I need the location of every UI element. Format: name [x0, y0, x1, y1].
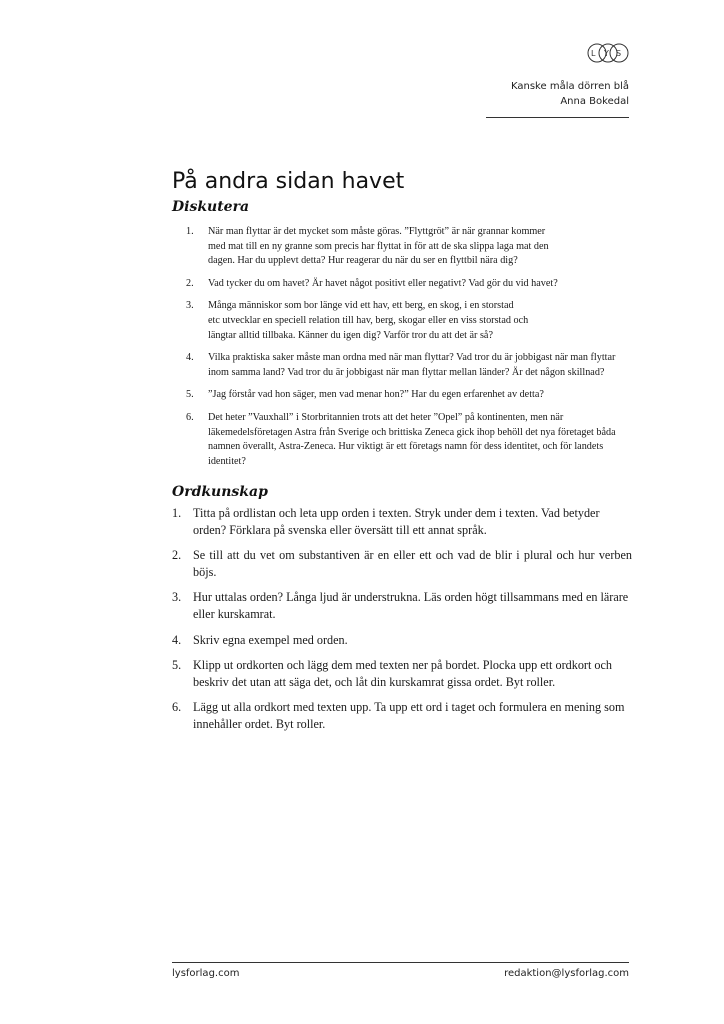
footer-divider — [172, 962, 629, 963]
lys-logo — [586, 42, 636, 64]
diskutera-question-text — [208, 299, 628, 343]
diskutera-question — [188, 277, 628, 292]
diskutera-question-text — [208, 225, 628, 269]
diskutera-question-line: med mat till en ny granne som precis har flyttat in för att de ska slippa laga mat den — [208, 240, 549, 252]
diskutera-question-text — [208, 277, 628, 292]
diskutera-question-number: 3. — [186, 300, 194, 312]
footer-email: redaktion@lysforlag.com — [504, 968, 629, 979]
diskutera-question-line: Många människor som bor länge vid ett hav, ett berg, en skog, i en storstad — [208, 300, 514, 312]
footer-website: lysforlag.com — [172, 968, 240, 979]
logo-letter-s: S — [616, 49, 622, 58]
diskutera-question — [188, 411, 628, 469]
diskutera-heading: Diskutera — [172, 199, 250, 215]
diskutera-question-number: 5. — [186, 389, 194, 401]
ordkunskap-task-text — [193, 547, 632, 580]
ordkunskap-heading: Ordkunskap — [172, 484, 268, 500]
ordkunskap-task-line: Klipp ut ordkorten och lägg dem med texten ner på bordet. Plocka upp ett ordkort och — [193, 658, 613, 673]
diskutera-question-line: namnen överallt, Astra-Zeneca. Hur viktigt är ett företags namn för dess identitet, och för landets — [208, 441, 604, 453]
ordkunskap-task-text — [193, 589, 632, 622]
ordkunskap-list — [172, 505, 632, 742]
ordkunskap-task-number: 6. — [172, 700, 182, 715]
diskutera-question-number: 1. — [186, 226, 194, 237]
page-title: På andra sidan havet — [172, 169, 405, 194]
ordkunskap-task-line: Hur uttalas orden? Långa ljud är understrukna. Läs orden högt tillsammans med en lärare — [193, 590, 629, 605]
diskutera-question-line: dagen. Har du upplevt detta? Hur reagerar du när du ser en flyttbil nära dig? — [208, 255, 518, 267]
ordkunskap-task-line: innehåller ordet. Byt roller. — [193, 716, 326, 731]
ordkunskap-task-number: 1. — [172, 506, 182, 520]
diskutera-question — [188, 388, 628, 403]
diskutera-question-line: identitet? — [208, 455, 246, 467]
diskutera-question-line: inom samma land? Vad tror du är jobbigast när man flyttar mellan länder? Är det någon skillnad? — [208, 366, 605, 378]
ordkunskap-task-line: orden? Förklara på svenska eller översätt till ett annat språk. — [193, 522, 487, 537]
diskutera-question-line: längtar alltid tillbaka. Känner du igen dig? Varför tror du att det är så? — [208, 329, 493, 341]
diskutera-question-text — [208, 351, 628, 380]
ordkunskap-task-text — [193, 657, 632, 690]
diskutera-question-line: Det heter ”Vauxhall” i Storbritannien trots att det heter ”Opel” på kontinenten, men när — [208, 411, 564, 423]
ordkunskap-task — [172, 547, 632, 580]
diskutera-question-line: läkemedelsföretagen Astra från Sverige och brittiska Zeneca gick ihop behöll det nya företaget båda — [208, 426, 616, 438]
diskutera-question-line: ”Jag förstår vad hon säger, men vad menar hon?” Har du egen erfarenhet av detta? — [208, 389, 544, 401]
diskutera-question-text — [208, 411, 628, 469]
diskutera-question-line: Vilka praktiska saker måste man ordna med när man flyttar? Vad tror du är jobbigast när man flyttar — [208, 352, 616, 364]
ordkunskap-task-line: beskriv det utan att säga det, och låt din kurskamrat gissa ordet. Byt roller. — [193, 674, 556, 689]
ordkunskap-task-number: 3. — [172, 590, 182, 605]
ordkunskap-task-line: Se till att du vet om substantiven är en eller ett och vad de blir i plural och hur verben böjs. — [193, 548, 632, 579]
ordkunskap-task-line: eller kurskamrat. — [193, 606, 276, 621]
diskutera-question-number: 6. — [186, 411, 194, 423]
ordkunskap-task-text — [193, 699, 632, 732]
diskutera-question-line: Vad tycker du om havet? Är havet något positivt eller negativt? Vad gör du vid havet? — [208, 277, 558, 289]
author-name: Anna Bokedal — [560, 96, 629, 107]
diskutera-question — [188, 351, 628, 380]
diskutera-list — [188, 225, 628, 477]
ordkunskap-task-number: 2. — [172, 548, 182, 563]
book-title: Kanske måla dörren blå — [511, 81, 629, 92]
diskutera-question-number: 2. — [186, 277, 194, 289]
ordkunskap-task — [172, 632, 632, 649]
ordkunskap-task — [172, 657, 632, 690]
diskutera-question — [188, 225, 628, 269]
ordkunskap-task — [172, 699, 632, 732]
diskutera-question-number: 4. — [186, 352, 194, 364]
diskutera-question — [188, 299, 628, 343]
ordkunskap-task-line: Titta på ordlistan och leta upp orden i texten. Stryk under dem i texten. Vad betyder — [193, 506, 600, 520]
diskutera-question-text — [208, 388, 628, 403]
diskutera-question-line: När man flyttar är det mycket som måste göras. ”Flyttgröt” är när grannar kommer — [208, 226, 546, 237]
ordkunskap-task — [172, 589, 632, 622]
logo-letter-y: Y — [604, 49, 609, 58]
ordkunskap-task — [172, 505, 632, 538]
ordkunskap-task-text — [193, 632, 632, 649]
ordkunskap-task-text — [193, 505, 632, 538]
ordkunskap-task-line: Skriv egna exempel med orden. — [193, 632, 348, 647]
ordkunskap-task-number: 5. — [172, 658, 182, 673]
ordkunskap-task-number: 4. — [172, 632, 182, 647]
header-divider — [486, 117, 629, 118]
diskutera-question-line: etc utvecklar en speciell relation till hav, berg, skogar eller en viss storstad och — [208, 314, 529, 326]
page-header — [511, 79, 629, 109]
logo-letter-l: L — [591, 49, 596, 58]
ordkunskap-task-line: Lägg ut alla ordkort med texten upp. Ta upp ett ord i taget och formulera en mening som — [193, 700, 625, 715]
